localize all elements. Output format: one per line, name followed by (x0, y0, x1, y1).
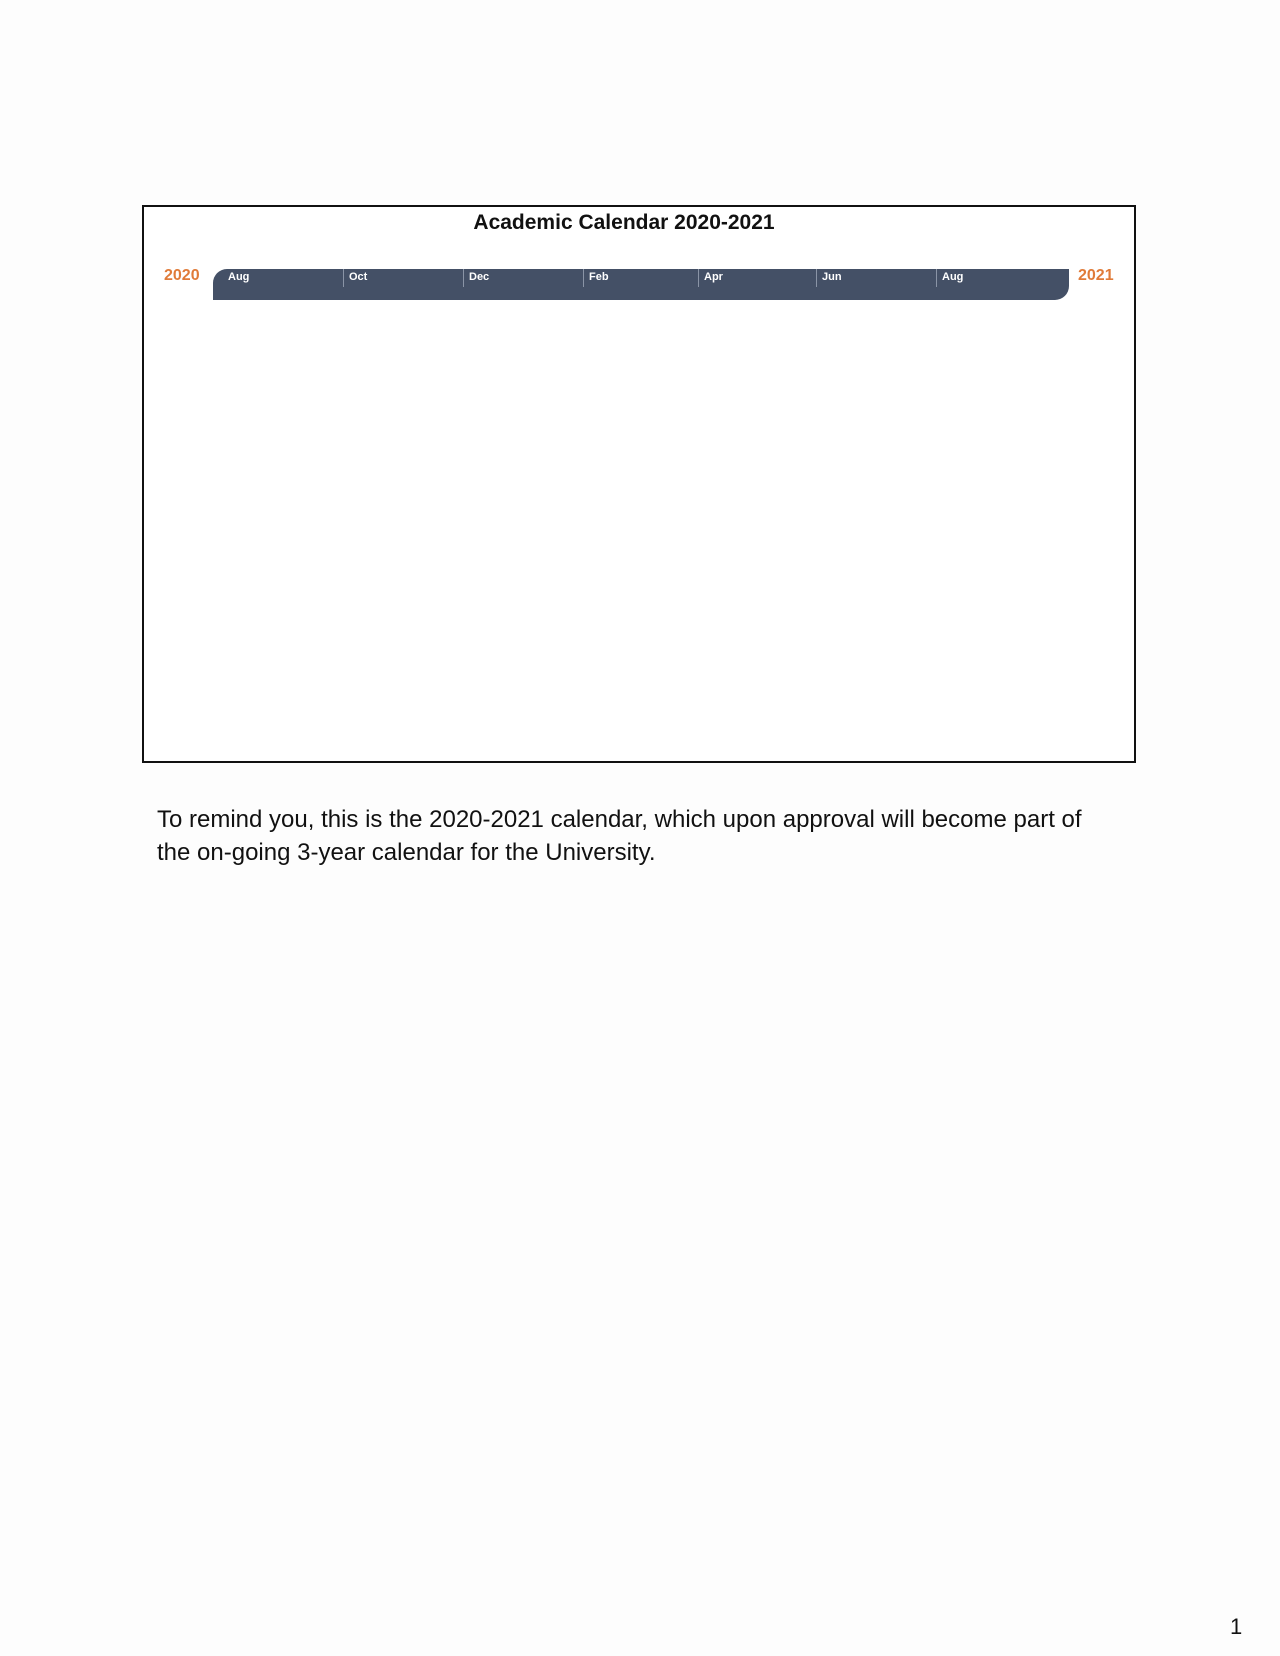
page-number: 1 (1230, 1614, 1243, 1639)
month-label-dec: Dec (463, 269, 489, 287)
end-year-label: 2021 (1078, 267, 1114, 284)
slide-title (144, 211, 1134, 235)
start-year-label: 2020 (164, 267, 200, 284)
month-label-aug-2021: Aug (936, 269, 963, 287)
speaker-notes: To remind you, this is the 2020-2021 calendar, which upon approval will become part of the on-going 3-year calendar for the University. (157, 806, 1082, 866)
month-label-apr: Apr (698, 269, 723, 287)
month-label-feb: Feb (583, 269, 609, 287)
timeline-bar (213, 269, 1069, 300)
month-label-jun: Jun (816, 269, 842, 287)
slide-title-text: Academic Calendar 2020-2021 (473, 211, 775, 234)
month-label-aug-2020: Aug (228, 271, 250, 283)
slide-frame (142, 205, 1136, 763)
month-label-oct: Oct (343, 269, 367, 287)
